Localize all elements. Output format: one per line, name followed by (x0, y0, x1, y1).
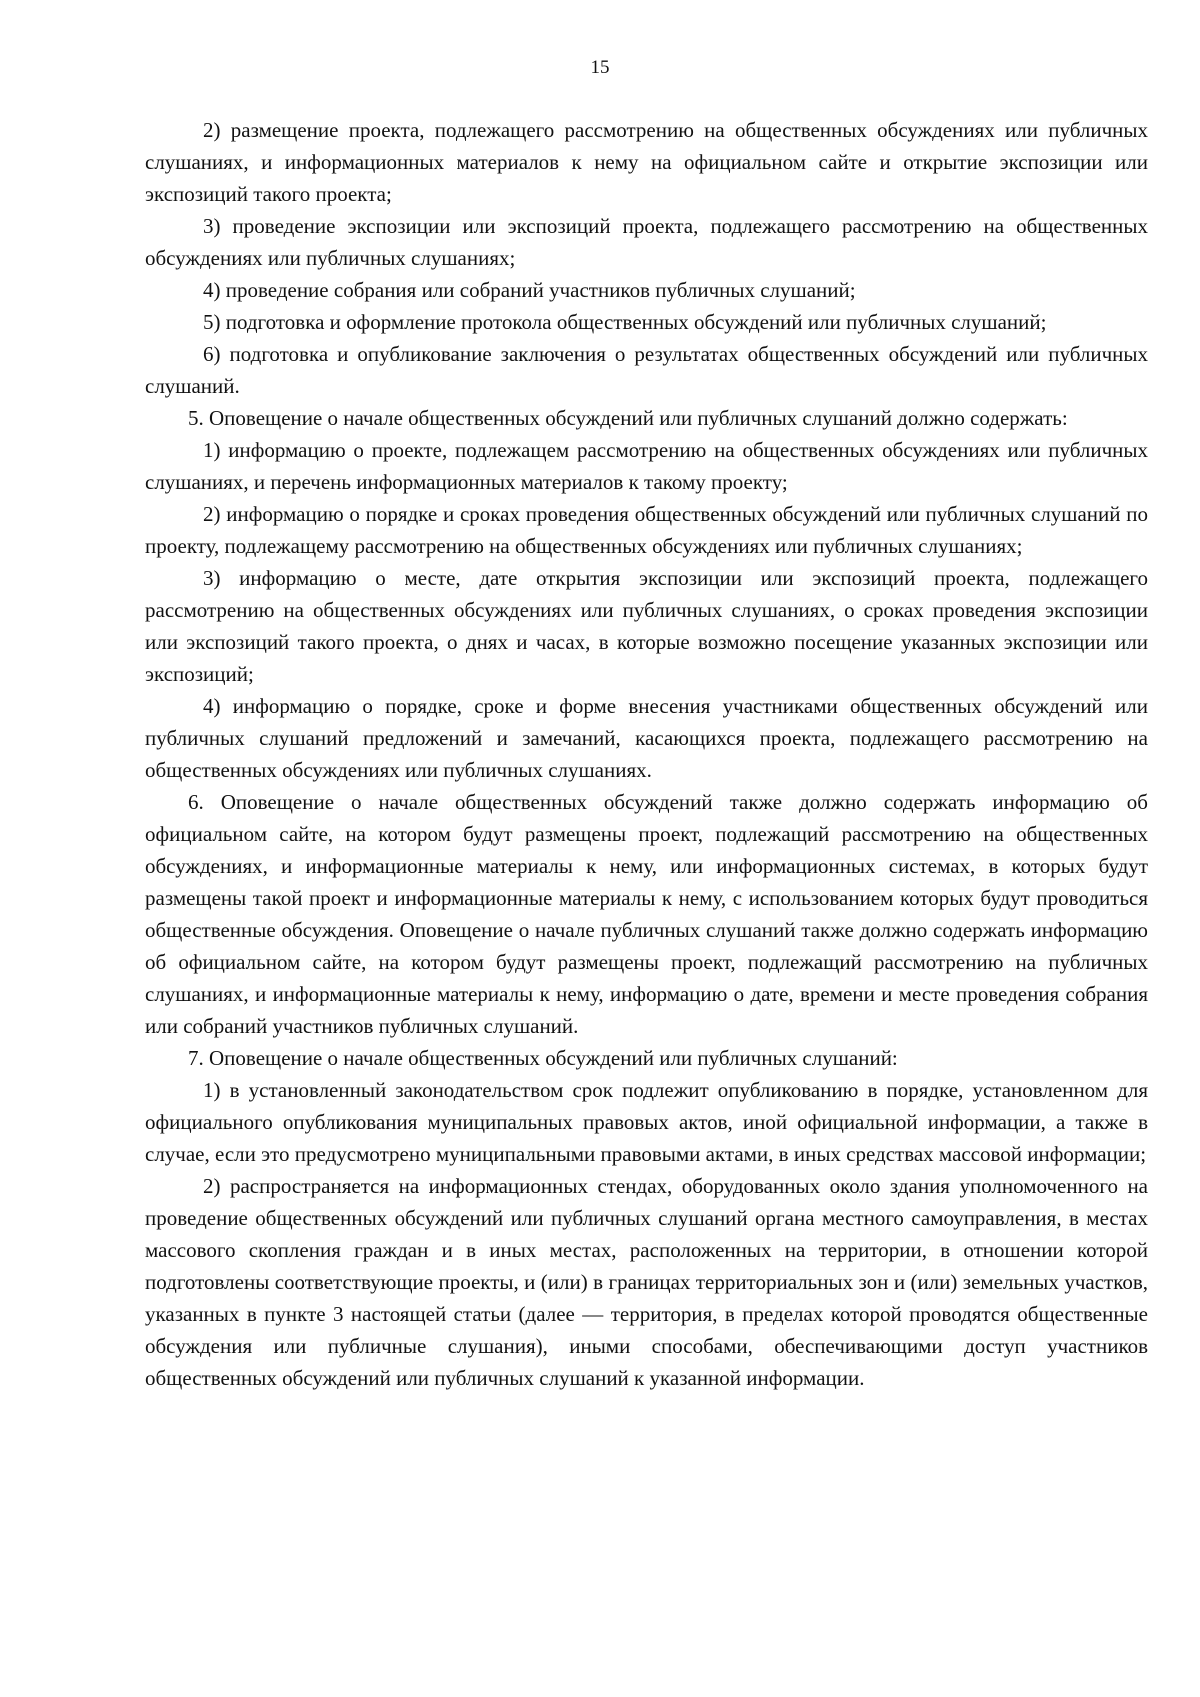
clause-paragraph: 5. Оповещение о начале общественных обсуждений или публичных слушаний должно содержать: (188, 406, 1068, 430)
list-item: 3) проведение экспозиции или экспозиций проекта, подлежащего рассмотрению на общественных обсуждениях или публичных слушаниях; (145, 214, 1148, 270)
list-item: 2) информацию о порядке и сроках проведения общественных обсуждений или публичных слушаний по проекту, подлежащему рассмотрению на общественных обсуждениях или публичных слушаниях; (145, 502, 1148, 558)
list-item: 2) размещение проекта, подлежащего рассмотрению на общественных обсуждениях или публичных слушаниях, и информационных материалов к нему на официальном сайте и открытие экспозиции или экспозиций такого проекта; (145, 118, 1148, 206)
clause-paragraph: 6. Оповещение о начале общественных обсуждений также должно содержать информацию об официальном сайте, на котором будут размещены проект, подлежащий рассмотрению на общественных обсуждениях, и информационные материалы к нему, или информационных системах, в которых будут размещены такой проект и информационные материалы к нему, с использованием которых будут проводиться общественные обсуждения. Оповещение о начале публичных слушаний также должно содержать информацию об официальном сайте, на котором будут размещены проект, подлежащий рассмотрению на публичных слушаниях, и информационные материалы к нему, информацию о дате, времени и месте проведения собрания или собраний участников публичных слушаний. (145, 790, 1148, 1038)
list-item: 5) подготовка и оформление протокола общественных обсуждений или публичных слушаний; (203, 310, 1047, 334)
page-number: 15 (590, 57, 610, 78)
list-item: 1) информацию о проекте, подлежащем рассмотрению на общественных обсуждениях или публичных слушаниях, и перечень информационных материалов к такому проекту; (145, 438, 1148, 494)
document-body (145, 114, 1148, 1394)
list-item: 4) информацию о порядке, сроке и форме внесения участниками общественных обсуждений или публичных слушаний предложений и замечаний, касающихся проекта, подлежащего рассмотрению на общественных обсуждениях или публичных слушаниях. (145, 694, 1148, 782)
list-item: 4) проведение собрания или собраний участников публичных слушаний; (203, 278, 856, 302)
list-item: 3) информацию о месте, дате открытия экспозиции или экспозиций проекта, подлежащего рассмотрению на общественных обсуждениях или публичных слушаниях, о сроках проведения экспозиции или экспозиций такого проекта, о днях и часах, в которые возможно посещение указанных экспозиции или экспозиций; (145, 566, 1148, 686)
list-item: 6) подготовка и опубликование заключения о результатах общественных обсуждений или публичных слушаний. (145, 342, 1148, 398)
list-item: 2) распространяется на информационных стендах, оборудованных около здания уполномоченного на проведение общественных обсуждений или публичных слушаний органа местного самоуправления, в местах массового скопления граждан и в иных местах, расположенных на территории, в отношении которой подготовлены соответствующие проекты, и (или) в границах территориальных зон и (или) земельных участков, указанных в пункте 3 настоящей статьи (далее — территория, в пределах которой проводятся общественные обсуждения или публичные слушания), иными способами, обеспечивающими доступ участников общественных обсуждений или публичных слушаний к указанной информации. (145, 1174, 1148, 1390)
clause-paragraph: 7. Оповещение о начале общественных обсуждений или публичных слушаний: (188, 1046, 898, 1070)
list-item: 1) в установленный законодательством срок подлежит опубликованию в порядке, установленном для официального опубликования муниципальных правовых актов, иной официальной информации, а также в случае, если это предусмотрено муниципальными правовыми актами, в иных средствах массовой информации; (145, 1078, 1148, 1166)
